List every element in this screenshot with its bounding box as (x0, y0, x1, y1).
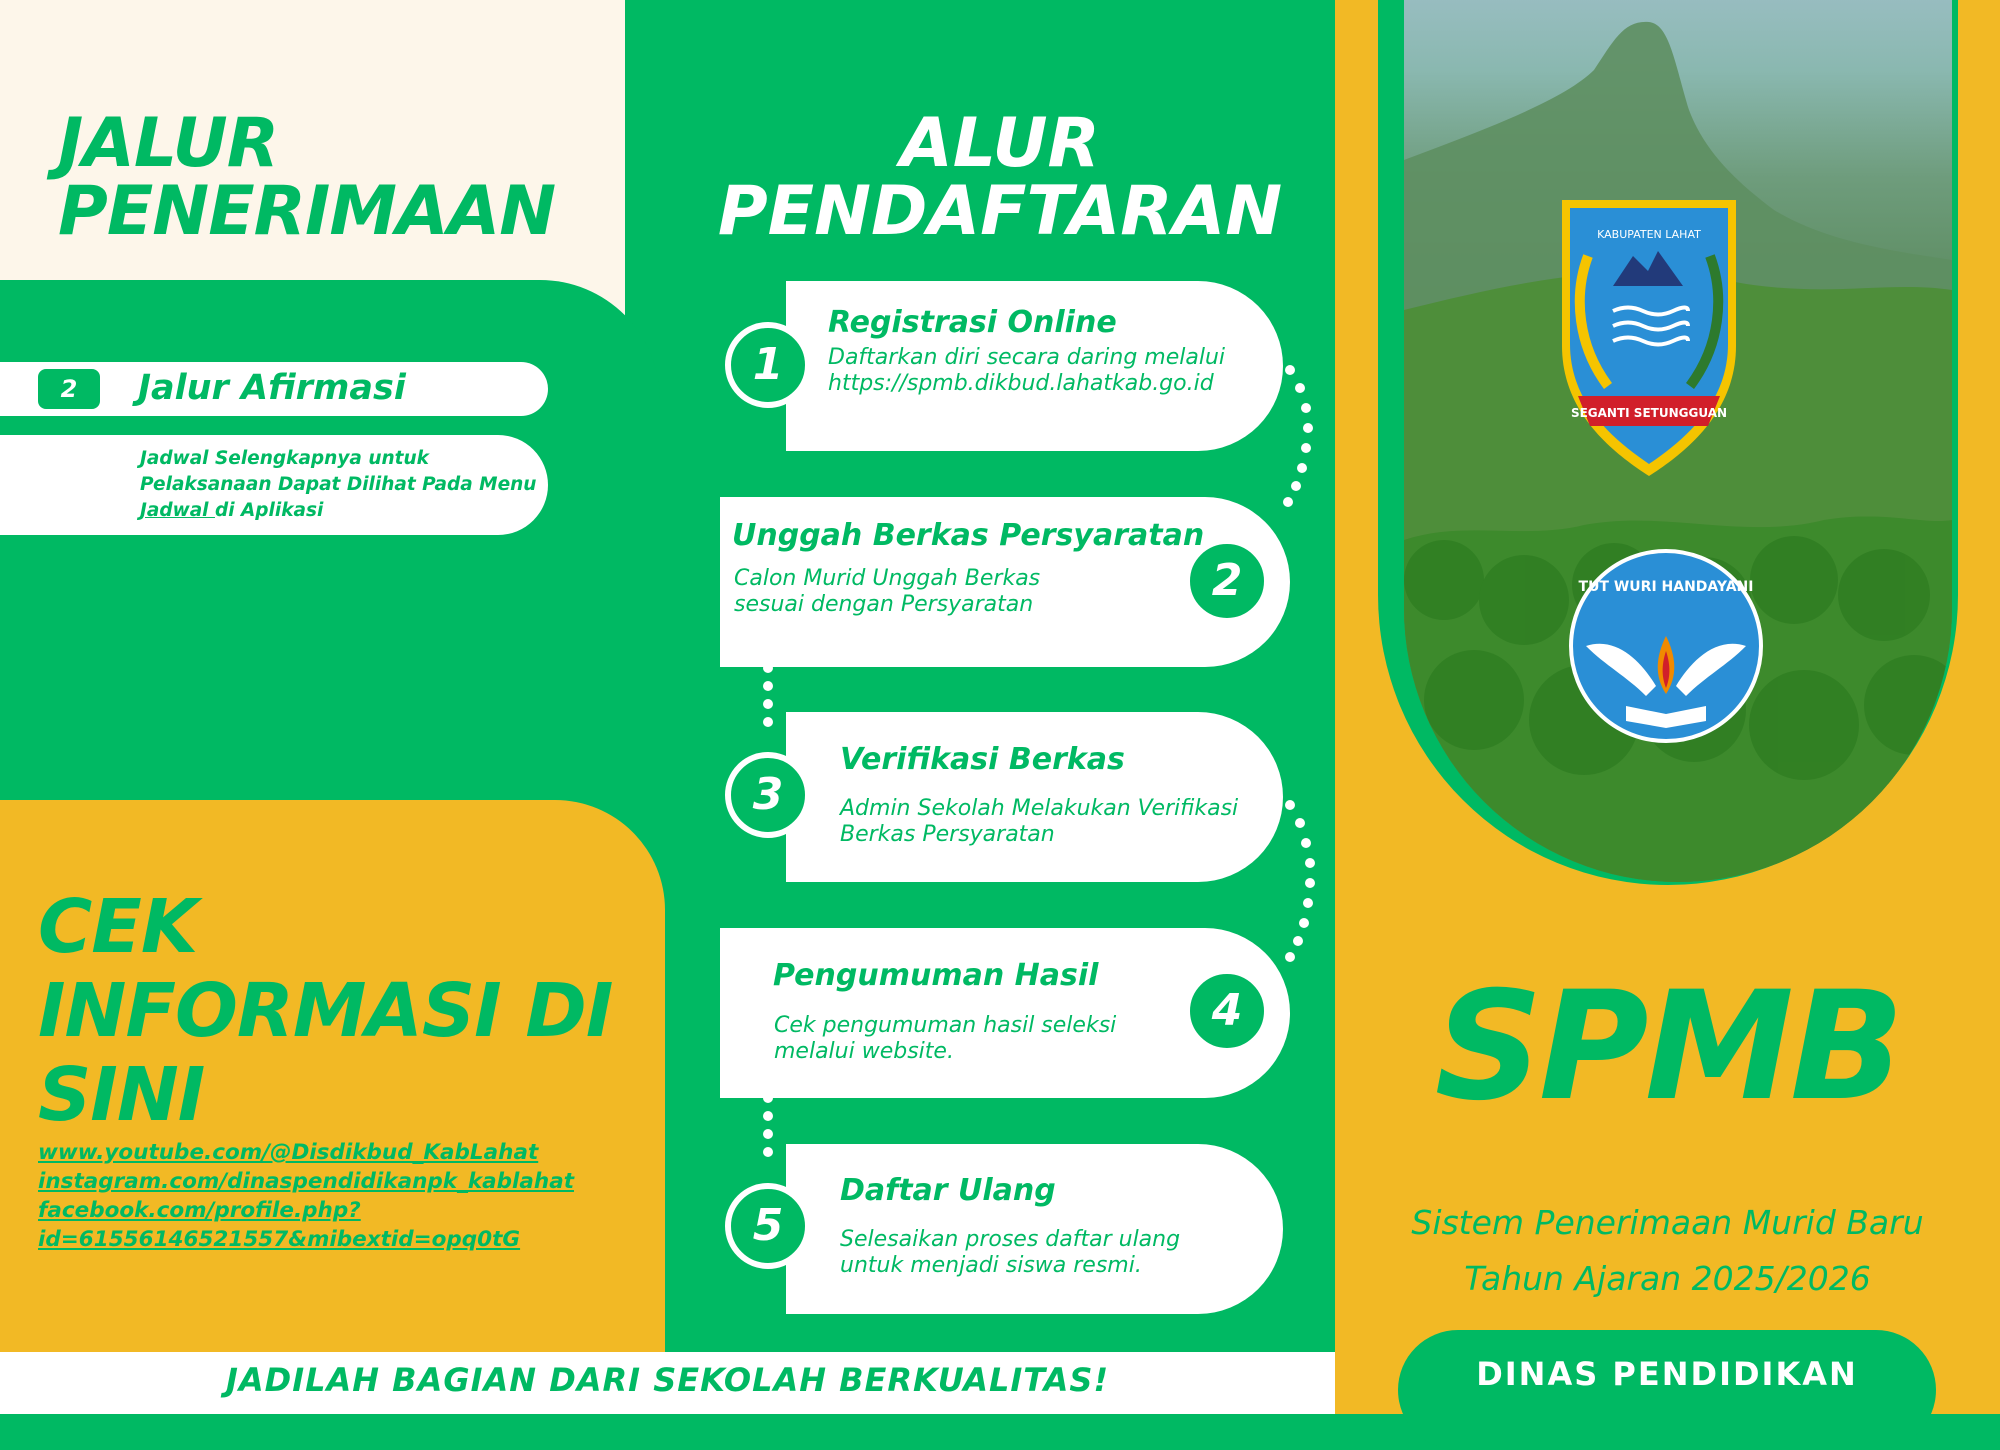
step-title-5: Daftar Ulang (840, 1173, 1056, 1208)
step-title-3: Verifikasi Berkas (840, 742, 1125, 777)
tut-wuri-handayani-logo (1546, 536, 1786, 746)
social-links (38, 1138, 638, 1254)
kabupaten-lahat-logo (1558, 196, 1740, 480)
step-number-3: 3 (725, 752, 811, 838)
spmb-title: SPMB (1434, 960, 1901, 1134)
alur-pendaftaran-title: ALUR PENDAFTARAN (717, 104, 1283, 251)
step-desc-2: Calon Murid Unggah Berkas sesuai dengan Persyaratan (734, 566, 1041, 617)
facebook-link-continued[interactable]: id=61556146521557&mibextid=opq0tG (38, 1227, 521, 1252)
afirmasi-number-badge: 2 (38, 369, 100, 409)
jadwal-link[interactable]: Jadwal (140, 500, 215, 521)
cek-informasi-title: CEK INFORMASI DI SINI (38, 884, 613, 1138)
jadwal-info-text: Jadwal Selengkapnya untuk Pelaksanaan Dapat Dilihat Pada Menu Jadwal di Aplikasi (140, 448, 537, 521)
instagram-link[interactable]: instagram.com/dinaspendidikanpk_kablahat (38, 1169, 574, 1194)
step-title-2: Unggah Berkas Persyaratan (732, 518, 1205, 553)
step-number-4: 4 (1184, 968, 1270, 1054)
svg-text:KABUPATEN LAHAT: KABUPATEN LAHAT (1597, 228, 1701, 241)
svg-text:TUT WURI HANDAYANI: TUT WURI HANDAYANI (1578, 579, 1754, 595)
step-title-1: Registrasi Online (828, 305, 1117, 340)
jalur-penerimaan-title: JALUR PENERIMAAN (58, 104, 556, 251)
step-number-5: 5 (725, 1183, 811, 1269)
step-desc-3: Admin Sekolah Melakukan Verifikasi Berkas Persyaratan (840, 796, 1239, 847)
bottom-banner-text: JADILAH BAGIAN DARI SEKOLAH BERKUALITAS! (225, 1361, 1110, 1399)
step-desc-4: Cek pengumuman hasil seleksi melalui website. (774, 1013, 1117, 1064)
svg-text:SEGANTI SETUNGGUAN: SEGANTI SETUNGGUAN (1570, 406, 1728, 420)
spmb-subtitle: Sistem Penerimaan Murid Baru Tahun Ajaran 2025/2026 (1411, 1203, 1924, 1298)
step-title-4: Pengumuman Hasil (773, 958, 1099, 993)
afirmasi-label: Jalur Afirmasi (138, 368, 406, 408)
youtube-link[interactable]: www.youtube.com/@Disdikbud_KabLahat (38, 1140, 539, 1165)
dinas-pendidikan-label: DINAS PENDIDIKAN (1476, 1355, 1858, 1393)
facebook-link[interactable]: facebook.com/profile.php? (38, 1198, 361, 1223)
step-desc-1: Daftarkan diri secara daring melalui https://spmb.dikbud.lahatkab.go.id (828, 345, 1226, 396)
step-number-1: 1 (725, 322, 811, 408)
step-desc-5: Selesaikan proses daftar ulang untuk menjadi siswa resmi. (840, 1227, 1181, 1278)
step-number-2: 2 (1184, 538, 1270, 624)
